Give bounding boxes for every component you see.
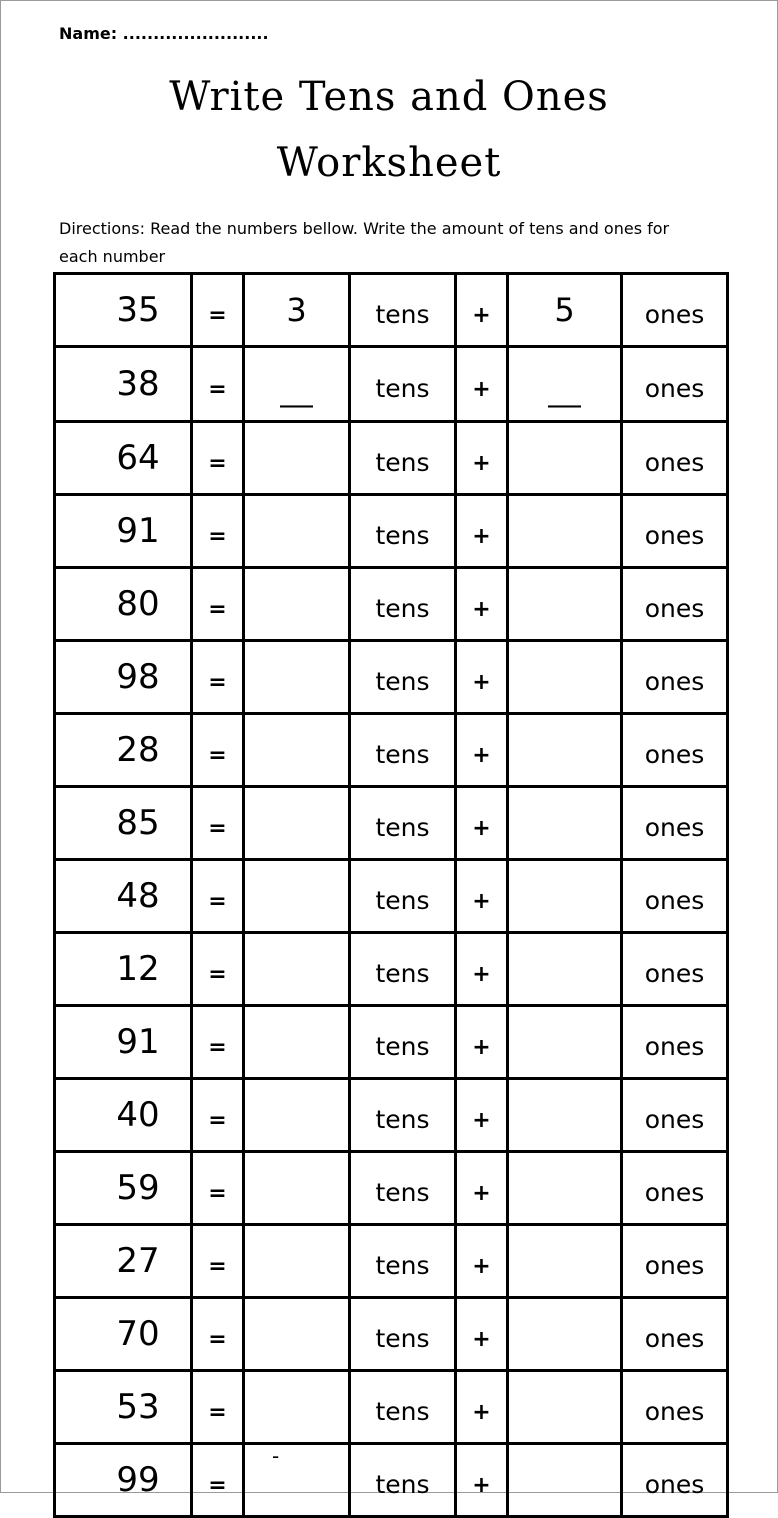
number-cell: 53 [55, 1371, 192, 1444]
tens-label: tens [350, 568, 456, 641]
equals-sign: = [192, 274, 244, 347]
worksheet-row [55, 860, 728, 933]
equals-sign: = [192, 495, 244, 568]
tens-ones-table [53, 272, 729, 1518]
number-cell: 27 [55, 1225, 192, 1298]
number-cell: 64 [55, 422, 192, 495]
tens-label: tens [350, 787, 456, 860]
number-cell: 38 [55, 347, 192, 422]
plus-sign: + [456, 568, 508, 641]
ones-label: ones [622, 714, 728, 787]
tens-answer-cell[interactable] [244, 568, 350, 641]
plus-sign: + [456, 1225, 508, 1298]
worksheet-row [55, 274, 728, 347]
worksheet-row [55, 714, 728, 787]
tens-label: tens [350, 422, 456, 495]
tens-label: tens [350, 714, 456, 787]
ones-answer-cell[interactable] [508, 1152, 622, 1225]
equals-sign: = [192, 1152, 244, 1225]
worksheet-row [55, 1079, 728, 1152]
worksheet-row [55, 1152, 728, 1225]
ones-answer-cell[interactable] [508, 422, 622, 495]
number-cell: 80 [55, 568, 192, 641]
ones-label: ones [622, 1006, 728, 1079]
equals-sign: = [192, 568, 244, 641]
number-cell: 40 [55, 1079, 192, 1152]
ones-label: ones [622, 495, 728, 568]
ones-label: ones [622, 641, 728, 714]
plus-sign: + [456, 714, 508, 787]
ones-label: ones [622, 1225, 728, 1298]
equals-sign: = [192, 714, 244, 787]
ones-answer-cell[interactable] [508, 495, 622, 568]
worksheet-row [55, 347, 728, 422]
plus-sign: + [456, 347, 508, 422]
equals-sign: = [192, 933, 244, 1006]
footer-mark: - [272, 1444, 280, 1468]
tens-label: tens [350, 933, 456, 1006]
ones-answer-cell[interactable] [508, 860, 622, 933]
ones-answer-cell[interactable] [508, 1079, 622, 1152]
tens-label: tens [350, 1006, 456, 1079]
worksheet-row [55, 933, 728, 1006]
plus-sign: + [456, 787, 508, 860]
tens-label: tens [350, 1371, 456, 1444]
ones-label: ones [622, 568, 728, 641]
tens-answer-cell[interactable] [244, 1371, 350, 1444]
ones-answer-cell[interactable] [508, 714, 622, 787]
equals-sign: = [192, 1298, 244, 1371]
tens-answer-cell[interactable] [244, 1079, 350, 1152]
ones-label: ones [622, 933, 728, 1006]
number-cell: 48 [55, 860, 192, 933]
tens-answer-cell[interactable] [244, 1444, 350, 1517]
tens-answer-cell[interactable] [244, 1152, 350, 1225]
plus-sign: + [456, 1006, 508, 1079]
name-field-label: Name: ........................ [59, 24, 269, 43]
ones-label: ones [622, 1079, 728, 1152]
number-cell: 12 [55, 933, 192, 1006]
number-cell: 91 [55, 495, 192, 568]
ones-answer-cell[interactable] [508, 787, 622, 860]
worksheet-row [55, 1225, 728, 1298]
worksheet-title-line-2: Worksheet [276, 140, 502, 186]
tens-answer-cell[interactable] [244, 787, 350, 860]
equals-sign: = [192, 787, 244, 860]
ones-label: ones [622, 1371, 728, 1444]
plus-sign: + [456, 1079, 508, 1152]
number-cell: 98 [55, 641, 192, 714]
ones-answer-cell[interactable] [508, 641, 622, 714]
ones-answer-cell[interactable] [508, 1371, 622, 1444]
plus-sign: + [456, 641, 508, 714]
ones-answer-cell[interactable] [508, 1298, 622, 1371]
number-cell: 35 [55, 274, 192, 347]
ones-label: ones [622, 1298, 728, 1371]
tens-answer-cell[interactable] [244, 422, 350, 495]
ones-answer-cell[interactable]: 5 [508, 274, 622, 347]
tens-label: tens [350, 1079, 456, 1152]
tens-answer-cell[interactable] [244, 1225, 350, 1298]
tens-label: tens [350, 641, 456, 714]
tens-answer-cell[interactable]: ___ [244, 347, 350, 422]
tens-label: tens [350, 860, 456, 933]
worksheet-row [55, 1444, 728, 1517]
plus-sign: + [456, 495, 508, 568]
ones-label: ones [622, 787, 728, 860]
equals-sign: = [192, 1444, 244, 1517]
tens-answer-cell[interactable] [244, 641, 350, 714]
worksheet-row [55, 1298, 728, 1371]
equals-sign: = [192, 860, 244, 933]
tens-answer-cell[interactable] [244, 860, 350, 933]
tens-answer-cell[interactable] [244, 714, 350, 787]
number-cell: 59 [55, 1152, 192, 1225]
ones-label: ones [622, 422, 728, 495]
tens-label: tens [350, 1152, 456, 1225]
equals-sign: = [192, 641, 244, 714]
worksheet-row [55, 422, 728, 495]
ones-answer-cell[interactable] [508, 568, 622, 641]
tens-answer-cell[interactable] [244, 495, 350, 568]
number-cell: 85 [55, 787, 192, 860]
worksheet-row [55, 1006, 728, 1079]
ones-label: ones [622, 347, 728, 422]
ones-label: ones [622, 860, 728, 933]
number-cell: 99 [55, 1444, 192, 1517]
worksheet-row [55, 1371, 728, 1444]
tens-label: tens [350, 1298, 456, 1371]
tens-label: tens [350, 1225, 456, 1298]
plus-sign: + [456, 1444, 508, 1517]
equals-sign: = [192, 347, 244, 422]
worksheet-row [55, 568, 728, 641]
ones-answer-cell[interactable] [508, 1225, 622, 1298]
plus-sign: + [456, 1371, 508, 1444]
ones-answer-cell[interactable] [508, 1006, 622, 1079]
ones-label: ones [622, 1152, 728, 1225]
tens-label: tens [350, 274, 456, 347]
ones-answer-cell[interactable]: ___ [508, 347, 622, 422]
number-cell: 91 [55, 1006, 192, 1079]
plus-sign: + [456, 1298, 508, 1371]
plus-sign: + [456, 860, 508, 933]
ones-label: ones [622, 1444, 728, 1517]
number-cell: 70 [55, 1298, 192, 1371]
tens-answer-cell[interactable] [244, 1298, 350, 1371]
equals-sign: = [192, 1079, 244, 1152]
ones-label: ones [622, 274, 728, 347]
worksheet-row [55, 641, 728, 714]
tens-label: tens [350, 495, 456, 568]
directions-text: Directions: Read the numbers bellow. Write the amount of tens and ones for each number [59, 219, 670, 266]
worksheet-row [55, 495, 728, 568]
tens-label: tens [350, 1444, 456, 1517]
number-cell: 28 [55, 714, 192, 787]
ones-answer-cell[interactable] [508, 933, 622, 1006]
plus-sign: + [456, 933, 508, 1006]
plus-sign: + [456, 1152, 508, 1225]
equals-sign: = [192, 1371, 244, 1444]
plus-sign: + [456, 274, 508, 347]
equals-sign: = [192, 1225, 244, 1298]
ones-answer-cell[interactable] [508, 1444, 622, 1517]
tens-answer-cell[interactable] [244, 933, 350, 1006]
tens-label: tens [350, 347, 456, 422]
plus-sign: + [456, 422, 508, 495]
equals-sign: = [192, 1006, 244, 1079]
tens-answer-cell[interactable]: 3 [244, 274, 350, 347]
tens-answer-cell[interactable] [244, 1006, 350, 1079]
equals-sign: = [192, 422, 244, 495]
worksheet-title-line-1: Write Tens and Ones [169, 74, 609, 120]
worksheet-row [55, 787, 728, 860]
